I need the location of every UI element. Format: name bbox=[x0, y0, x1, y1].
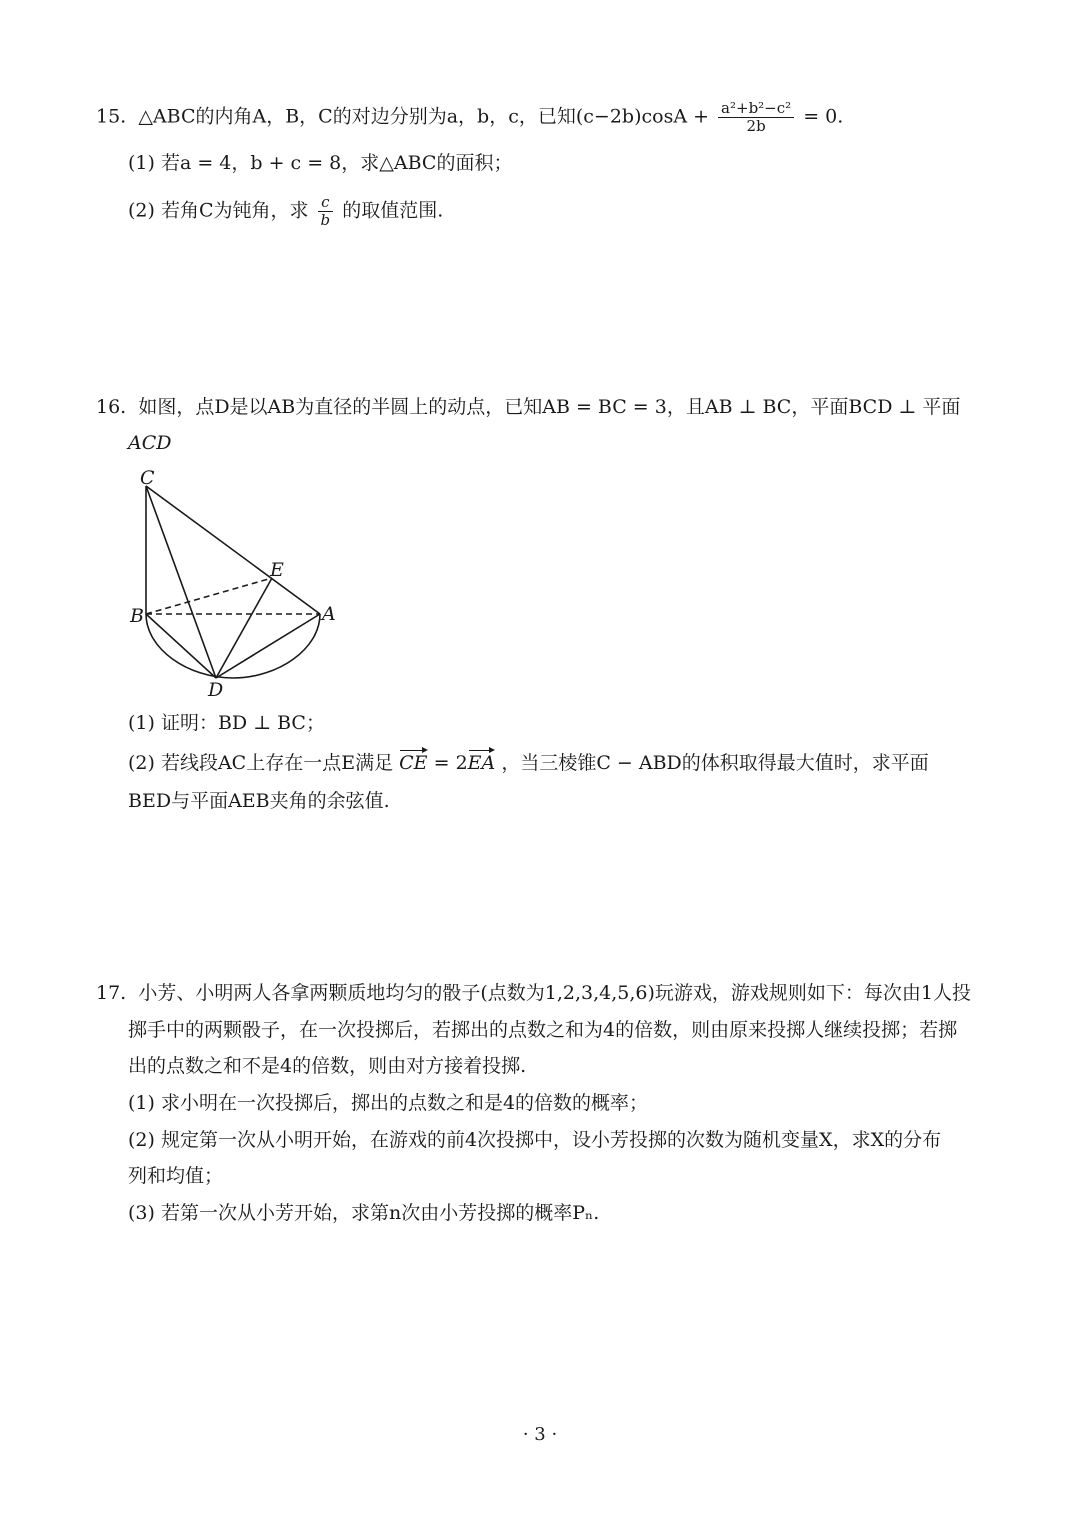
q16-part2-a: (2) 若线段AC上存在一点E满足 bbox=[128, 752, 394, 774]
label-c: C bbox=[140, 467, 155, 489]
geometry-figure bbox=[128, 464, 358, 700]
q17-line1 bbox=[96, 980, 971, 1006]
page-number: · 3 · bbox=[522, 1424, 558, 1445]
q15-part2-frac-den: b bbox=[320, 211, 331, 229]
q17-stem-line3: 出的点数之和不是4的倍数，则由对方接着投掷. bbox=[128, 1055, 527, 1077]
q16-eq: = 2 bbox=[433, 752, 468, 774]
q17-number: 17. bbox=[96, 982, 127, 1004]
q16-part2-b: ，当三棱锥C − ABD的体积取得最大值时，求平面 bbox=[501, 752, 929, 774]
q15-part2-frac-num: c bbox=[318, 194, 334, 212]
q16-part2-line1 bbox=[128, 750, 929, 776]
segment-da bbox=[216, 614, 320, 678]
q17-part3: (3) 若第一次从小芳开始，求第n次由小芳投掷的概率Pₙ. bbox=[128, 1202, 600, 1224]
segment-bd bbox=[146, 614, 216, 678]
q15-part2-fraction bbox=[318, 194, 334, 229]
q15-line1 bbox=[96, 100, 843, 135]
segment-be-dashed bbox=[146, 578, 272, 614]
q16-number: 16. bbox=[96, 396, 127, 418]
q16-stem-line1: 如图，点D是以AB为直径的半圆上的动点，已知AB = BC = 3，且AB ⊥ BC，平面BCD ⊥ 平面 bbox=[138, 396, 961, 418]
q15-stem-a: △ABC的内角A，B，C的对边分别为a，b，c，已知(c−2b)cosA + bbox=[138, 105, 709, 128]
q15-fraction bbox=[718, 100, 794, 135]
vector-ea: EA bbox=[467, 752, 496, 774]
q15-part2-b: 的取值范围. bbox=[342, 199, 444, 222]
segment-cd bbox=[146, 486, 216, 678]
q17-stem-line2: 掷手中的两颗骰子，在一次投掷后，若掷出的点数之和为4的倍数，则由原来投掷人继续投掷；若掷 bbox=[128, 1019, 958, 1041]
vector-ce: CE bbox=[399, 752, 428, 774]
q15-stem-b: = 0. bbox=[803, 105, 844, 128]
q15-frac-num: a²+b²−c² bbox=[718, 100, 794, 118]
q15-part2-a: (2) 若角C为钝角，求 bbox=[128, 199, 309, 222]
q16-part1: (1) 证明：BD ⊥ BC； bbox=[128, 712, 325, 734]
q17-part2-line2: 列和均值； bbox=[128, 1165, 224, 1187]
q15-part2 bbox=[128, 194, 443, 229]
q16-part2-line2: BED与平面AEB夹角的余弦值. bbox=[128, 790, 390, 812]
q17-part1: (1) 求小明在一次投掷后，掷出的点数之和是4的倍数的概率； bbox=[128, 1092, 649, 1114]
q17-part2-line1: (2) 规定第一次从小明开始，在游戏的前4次投掷中，设小芳投掷的次数为随机变量X，求X的分布 bbox=[128, 1129, 942, 1151]
q15-number: 15. bbox=[96, 105, 127, 128]
q15-frac-den: 2b bbox=[746, 117, 766, 135]
label-b: B bbox=[130, 605, 144, 627]
label-a: A bbox=[322, 603, 336, 625]
label-d: D bbox=[208, 679, 224, 700]
label-e: E bbox=[270, 559, 284, 581]
segment-de bbox=[216, 578, 272, 678]
q15-part1: (1) 若a = 4，b + c = 8，求△ABC的面积； bbox=[128, 152, 513, 174]
q16-line1 bbox=[96, 394, 960, 420]
q17-stem-line1: 小芳、小明两人各拿两颗质地均匀的骰子(点数为1,2,3,4,5,6)玩游戏，游戏规则如下：每次由1人投 bbox=[138, 982, 971, 1004]
q16-stem-line2: ACD bbox=[128, 432, 172, 454]
segment-ca bbox=[146, 486, 320, 614]
